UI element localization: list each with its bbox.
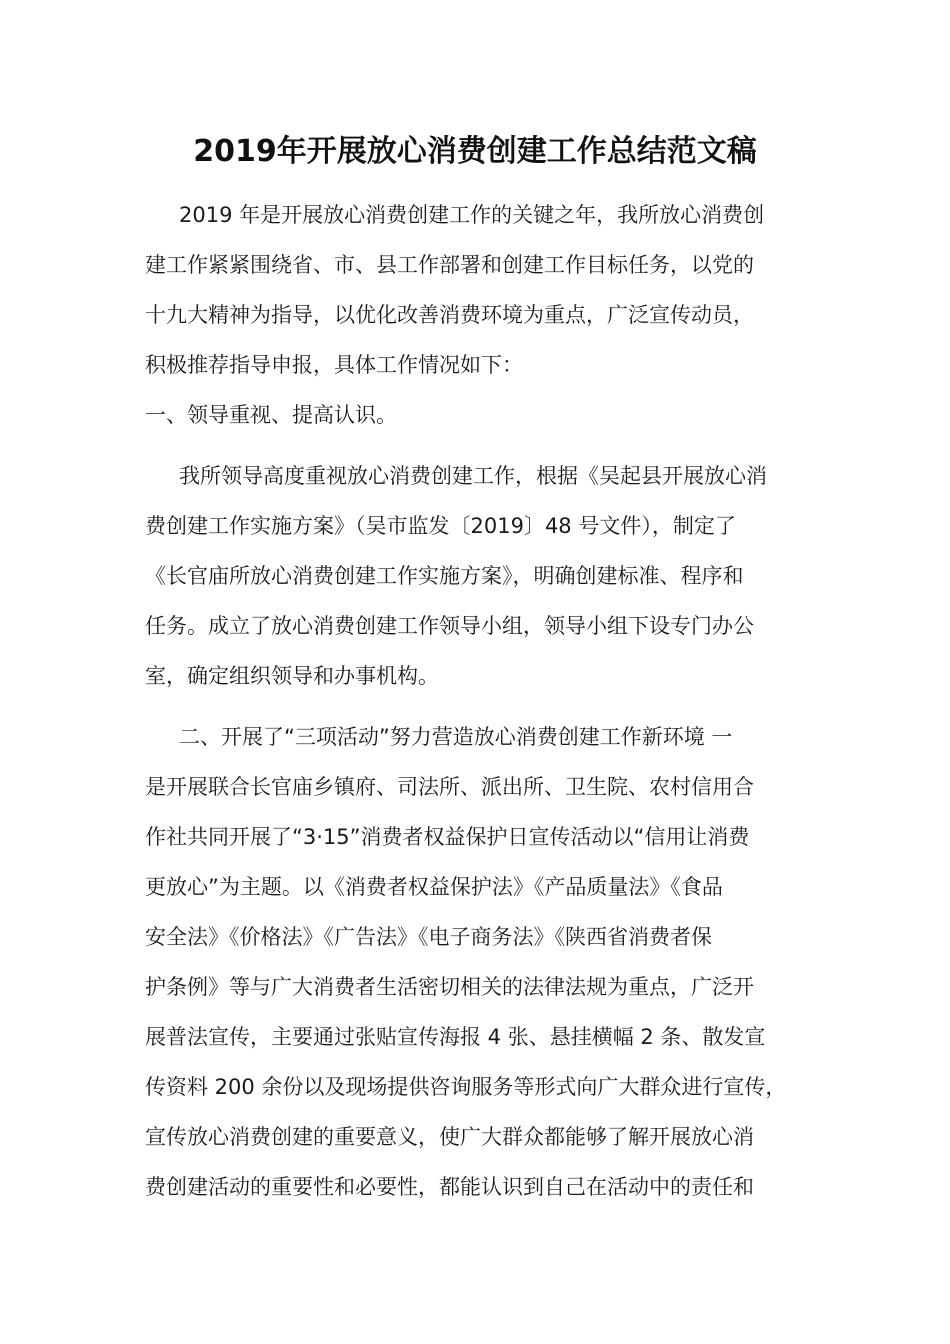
section-heading-1 [145,390,805,440]
text-line: 安全法》《价格法》《广告法》《电子商务法》《陕西省消费者保 [145,925,712,949]
text-line: 传资料 200 余份以及现场提供咨询服务等形式向广大群众进行宣传， [145,1075,787,1099]
text-line: 任务。成立了放心消费创建工作领导小组，领导小组下设专门办公 [145,614,754,638]
section-heading-text: 一、领导重视、提高认识。 [145,403,397,427]
document-title: 2019年开展放心消费创建工作总结范文稿 [193,134,757,169]
text-line: 宣传放心消费创建的重要意义，使广大群众都能够了解开展放心消 [145,1125,754,1149]
text-line: 二、开展了“三项活动”努力营造放心消费创建工作新环境 一 [179,725,733,749]
text-line: 费创建活动的重要性和必要性，都能认识到自己在活动中的责任和 [145,1175,754,1199]
paragraph-leadership [145,451,805,701]
paragraph-spacer [145,440,805,451]
text-line: 是开展联合长官庙乡镇府、司法所、派出所、卫生院、农村信用合 [145,775,754,799]
paragraph-spacer [145,701,805,712]
document-body [145,190,805,1212]
text-line: 护条例》等与广大消费者生活密切相关的法律法规为重点，广泛开 [145,975,754,999]
text-line: 展普法宣传，主要通过张贴宣传海报 4 张、悬挂横幅 2 条、散发宣 [145,1025,766,1049]
text-line: 室，确定组织领导和办事机构。 [145,664,439,688]
text-line: 费创建工作实施方案》（吴市监发〔2019〕48 号文件），制定了 [145,514,736,538]
text-line: 建工作紧紧围绕省、市、县工作部署和创建工作目标任务，以党的 [145,253,754,277]
text-line: 《长官庙所放心消费创建工作实施方案》，明确创建标准、程序和 [145,564,744,588]
text-line: 十九大精神为指导，以优化改善消费环境为重点，广泛宣传动员， [145,303,754,327]
text-line: 2019 年是开展放心消费创建工作的关键之年，我所放心消费创 [179,203,765,227]
text-line: 更放心”为主题。以《消费者权益保护法》《产品质量法》《食品 [145,875,723,899]
paragraph-activities [145,712,805,1212]
text-line: 我所领导高度重视放心消费创建工作，根据《吴起县开展放心消 [179,464,767,488]
paragraph-intro [145,190,805,390]
text-line: 作社共同开展了“3·15”消费者权益保护日宣传活动以“信用让消费 [145,825,750,849]
text-line: 积极推荐指导申报，具体工作情况如下： [145,353,523,377]
